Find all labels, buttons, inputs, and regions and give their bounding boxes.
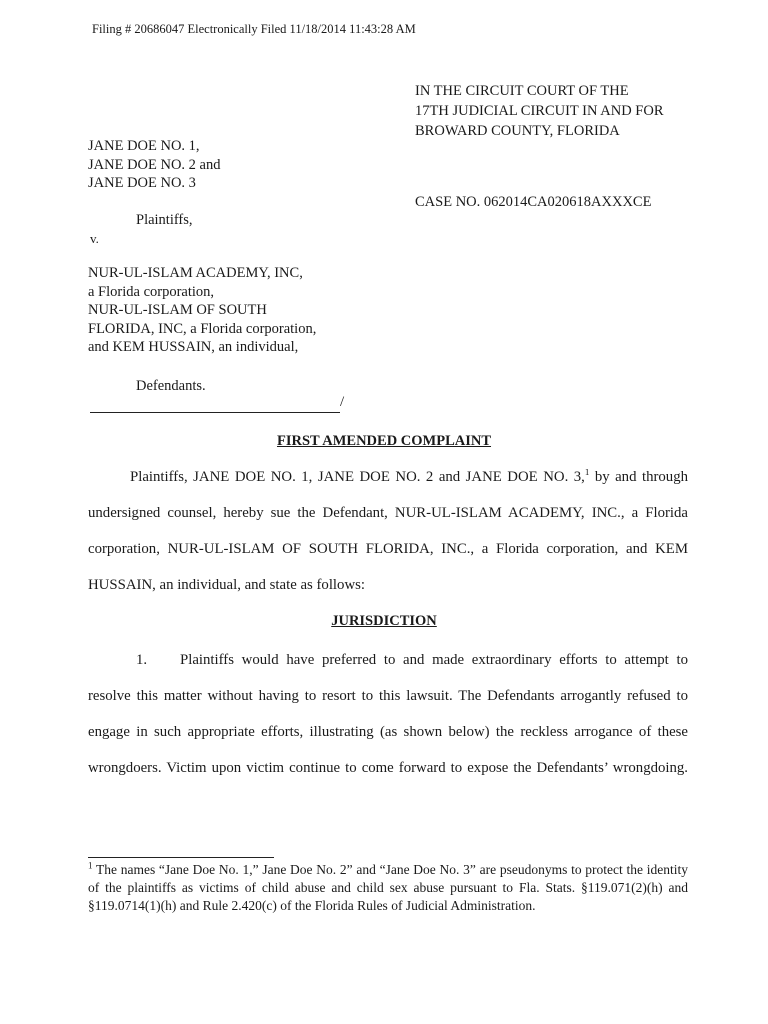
- intro-line: HUSSAIN, an individual, and state as follows:: [88, 577, 366, 593]
- defendant-line: FLORIDA, INC, a Florida corporation,: [88, 320, 317, 337]
- defendants-label: Defendants.: [136, 378, 206, 394]
- versus-label: v.: [90, 231, 99, 246]
- intro-line: [88, 469, 688, 486]
- plaintiff-name: JANE DOE NO. 3: [88, 175, 196, 191]
- footnote-marker: 1: [88, 860, 93, 871]
- plaintiffs-block: [88, 137, 221, 193]
- plaintiff-name: JANE DOE NO. 2 and: [88, 156, 221, 173]
- case-number: CASE NO. 062014CA020618AXXXCE: [415, 194, 652, 210]
- plaintiffs-label: Plaintiffs,: [136, 212, 193, 228]
- defendant-line: NUR-UL-ISLAM ACADEMY, INC,: [88, 265, 303, 281]
- caption-rule: [90, 412, 340, 413]
- section-heading-jurisdiction: JURISDICTION: [331, 613, 437, 629]
- intro-text: Plaintiffs, JANE DOE NO. 1, JANE DOE NO. 2 and JANE DOE NO. 3,: [130, 469, 585, 485]
- intro-line: corporation, NUR-UL-ISLAM OF SOUTH FLORIDA, INC., a Florida corporation, and KEM: [88, 541, 688, 557]
- paragraph-line: Plaintiffs would have preferred to and made extraordinary efforts to attempt to: [180, 652, 688, 668]
- intro-line: undersigned counsel, hereby sue the Defendant, NUR-UL-ISLAM ACADEMY, INC., a Florida: [88, 505, 688, 521]
- paragraph-line: engage in such appropriate efforts, illustrating (as shown below) the reckless arrogance of these: [88, 724, 688, 740]
- intro-text: by and through: [589, 469, 688, 485]
- plaintiff-name: JANE DOE NO. 1,: [88, 138, 200, 154]
- footnote-rule: [88, 857, 274, 858]
- court-line: IN THE CIRCUIT COURT OF THE: [415, 83, 629, 99]
- defendant-line: NUR-UL-ISLAM OF SOUTH: [88, 302, 267, 318]
- filing-header: Filing # 20686047 Electronically Filed 11/18/2014 11:43:28 AM: [92, 22, 416, 36]
- footnote-ref: 1: [584, 469, 590, 478]
- paragraph-line: wrongdoers. Victim upon victim continue to come forward to expose the Defendants’ wrongdoing.: [88, 760, 688, 776]
- paragraph-number: 1.: [136, 652, 148, 668]
- court-caption: [415, 81, 664, 141]
- caption-slash: /: [340, 394, 345, 410]
- court-line: 17TH JUDICIAL CIRCUIT IN AND FOR: [415, 103, 664, 119]
- footnote: [88, 861, 688, 915]
- defendants-block: [88, 264, 316, 357]
- defendant-line: and KEM HUSSAIN, an individual,: [88, 339, 299, 355]
- document-title: FIRST AMENDED COMPLAINT: [276, 433, 492, 449]
- paragraph-line: resolve this matter without having to resort to this lawsuit. The Defendants arrogantly refused to: [88, 688, 688, 704]
- defendant-line: a Florida corporation,: [88, 283, 215, 300]
- court-line: BROWARD COUNTY, FLORIDA: [415, 123, 620, 139]
- footnote-text: The names “Jane Doe No. 1,” Jane Doe No. 2” and “Jane Doe No. 3” are pseudonyms to protect the identity of the plaintiffs as victims of child abuse and child sex abuse pursuant to Fla. Stats. §119.071(2)(h) and §119.0714(1)(h) and Rule 2.420(c) of the Florida Rules of Judicial Administration.: [88, 862, 688, 913]
